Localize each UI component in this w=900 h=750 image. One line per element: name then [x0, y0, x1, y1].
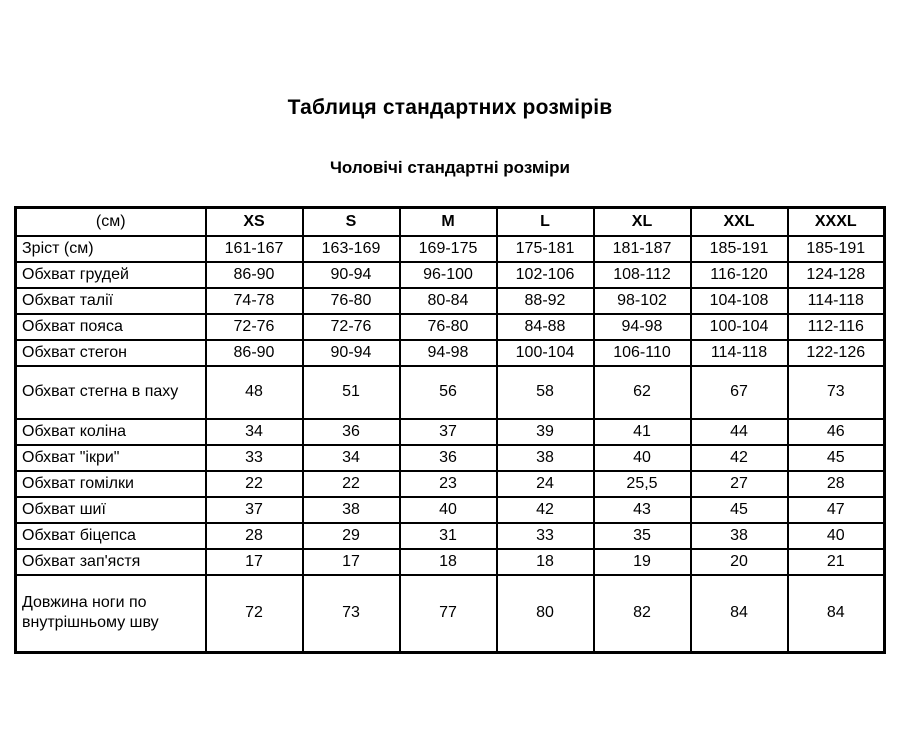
value-cell: 23	[400, 471, 497, 497]
value-cell: 102-106	[497, 262, 594, 288]
value-cell: 41	[594, 419, 691, 445]
value-cell: 96-100	[400, 262, 497, 288]
row-label-cell: Обхват коліна	[16, 419, 206, 445]
size-header-cell: XXXL	[788, 208, 885, 236]
value-cell: 33	[497, 523, 594, 549]
value-cell: 36	[400, 445, 497, 471]
value-cell: 90-94	[303, 262, 400, 288]
value-cell: 18	[400, 549, 497, 575]
value-cell: 74-78	[206, 288, 303, 314]
row-label-cell: Обхват шиї	[16, 497, 206, 523]
row-label-cell: Обхват зап'ястя	[16, 549, 206, 575]
value-cell: 24	[497, 471, 594, 497]
value-cell: 72-76	[206, 314, 303, 340]
value-cell: 28	[788, 471, 885, 497]
value-cell: 39	[497, 419, 594, 445]
table-row	[16, 471, 885, 497]
row-label-cell: Зріст (см)	[16, 236, 206, 262]
table-row	[16, 419, 885, 445]
value-cell: 72-76	[303, 314, 400, 340]
value-cell: 175-181	[497, 236, 594, 262]
value-cell: 76-80	[303, 288, 400, 314]
value-cell: 58	[497, 366, 594, 419]
row-label-cell: Обхват грудей	[16, 262, 206, 288]
value-cell: 94-98	[400, 340, 497, 366]
value-cell: 67	[691, 366, 788, 419]
value-cell: 185-191	[691, 236, 788, 262]
value-cell: 86-90	[206, 262, 303, 288]
value-cell: 47	[788, 497, 885, 523]
value-cell: 76-80	[400, 314, 497, 340]
row-label-cell: Обхват гомілки	[16, 471, 206, 497]
value-cell: 44	[691, 419, 788, 445]
value-cell: 100-104	[497, 340, 594, 366]
value-cell: 185-191	[788, 236, 885, 262]
value-cell: 88-92	[497, 288, 594, 314]
size-table-body	[16, 236, 885, 653]
value-cell: 116-120	[691, 262, 788, 288]
value-cell: 73	[303, 575, 400, 653]
table-row	[16, 340, 885, 366]
table-row	[16, 288, 885, 314]
value-cell: 80-84	[400, 288, 497, 314]
page-title: Таблиця стандартних розмірів	[287, 96, 613, 119]
value-cell: 56	[400, 366, 497, 419]
value-cell: 108-112	[594, 262, 691, 288]
value-cell: 100-104	[691, 314, 788, 340]
value-cell: 84	[788, 575, 885, 653]
table-row	[16, 445, 885, 471]
value-cell: 27	[691, 471, 788, 497]
table-row	[16, 314, 885, 340]
value-cell: 38	[303, 497, 400, 523]
table-row	[16, 262, 885, 288]
value-cell: 181-187	[594, 236, 691, 262]
table-row	[16, 366, 885, 419]
unit-header-cell: (см)	[16, 208, 206, 236]
value-cell: 94-98	[594, 314, 691, 340]
value-cell: 122-126	[788, 340, 885, 366]
value-cell: 46	[788, 419, 885, 445]
value-cell: 98-102	[594, 288, 691, 314]
value-cell: 86-90	[206, 340, 303, 366]
value-cell: 62	[594, 366, 691, 419]
value-cell: 106-110	[594, 340, 691, 366]
value-cell: 77	[400, 575, 497, 653]
value-cell: 112-116	[788, 314, 885, 340]
size-header-cell: XL	[594, 208, 691, 236]
value-cell: 37	[206, 497, 303, 523]
row-label-cell: Довжина ноги по внутрішньому шву	[16, 575, 206, 653]
value-cell: 72	[206, 575, 303, 653]
value-cell: 45	[788, 445, 885, 471]
size-table	[14, 206, 886, 654]
table-row	[16, 497, 885, 523]
table-row	[16, 549, 885, 575]
value-cell: 34	[206, 419, 303, 445]
value-cell: 25,5	[594, 471, 691, 497]
value-cell: 43	[594, 497, 691, 523]
value-cell: 42	[497, 497, 594, 523]
value-cell: 35	[594, 523, 691, 549]
value-cell: 42	[691, 445, 788, 471]
value-cell: 114-118	[691, 340, 788, 366]
value-cell: 124-128	[788, 262, 885, 288]
value-cell: 33	[206, 445, 303, 471]
value-cell: 38	[691, 523, 788, 549]
value-cell: 17	[206, 549, 303, 575]
value-cell: 104-108	[691, 288, 788, 314]
row-label-cell: Обхват стегна в паху	[16, 366, 206, 419]
value-cell: 40	[594, 445, 691, 471]
value-cell: 20	[691, 549, 788, 575]
row-label-cell: Обхват "ікри"	[16, 445, 206, 471]
value-cell: 29	[303, 523, 400, 549]
value-cell: 114-118	[788, 288, 885, 314]
value-cell: 73	[788, 366, 885, 419]
value-cell: 34	[303, 445, 400, 471]
value-cell: 38	[497, 445, 594, 471]
value-cell: 48	[206, 366, 303, 419]
value-cell: 22	[303, 471, 400, 497]
value-cell: 90-94	[303, 340, 400, 366]
value-cell: 161-167	[206, 236, 303, 262]
row-label-cell: Обхват стегон	[16, 340, 206, 366]
size-table-container	[14, 206, 886, 654]
row-label-cell: Обхват талії	[16, 288, 206, 314]
size-header-cell: L	[497, 208, 594, 236]
size-header-cell: XXL	[691, 208, 788, 236]
value-cell: 22	[206, 471, 303, 497]
value-cell: 21	[788, 549, 885, 575]
value-cell: 82	[594, 575, 691, 653]
value-cell: 17	[303, 549, 400, 575]
value-cell: 28	[206, 523, 303, 549]
value-cell: 37	[400, 419, 497, 445]
value-cell: 80	[497, 575, 594, 653]
value-cell: 84	[691, 575, 788, 653]
size-header-cell: S	[303, 208, 400, 236]
value-cell: 40	[788, 523, 885, 549]
table-row	[16, 523, 885, 549]
header-row	[16, 208, 885, 236]
value-cell: 18	[497, 549, 594, 575]
value-cell: 36	[303, 419, 400, 445]
value-cell: 31	[400, 523, 497, 549]
size-header-cell: XS	[206, 208, 303, 236]
value-cell: 51	[303, 366, 400, 419]
value-cell: 40	[400, 497, 497, 523]
value-cell: 45	[691, 497, 788, 523]
value-cell: 163-169	[303, 236, 400, 262]
value-cell: 84-88	[497, 314, 594, 340]
page-subtitle: Чоловічі стандартні розміри	[329, 158, 570, 177]
value-cell: 19	[594, 549, 691, 575]
table-row	[16, 236, 885, 262]
row-label-cell: Обхват біцепса	[16, 523, 206, 549]
size-header-cell: M	[400, 208, 497, 236]
table-row	[16, 575, 885, 653]
row-label-cell: Обхват пояса	[16, 314, 206, 340]
value-cell: 169-175	[400, 236, 497, 262]
